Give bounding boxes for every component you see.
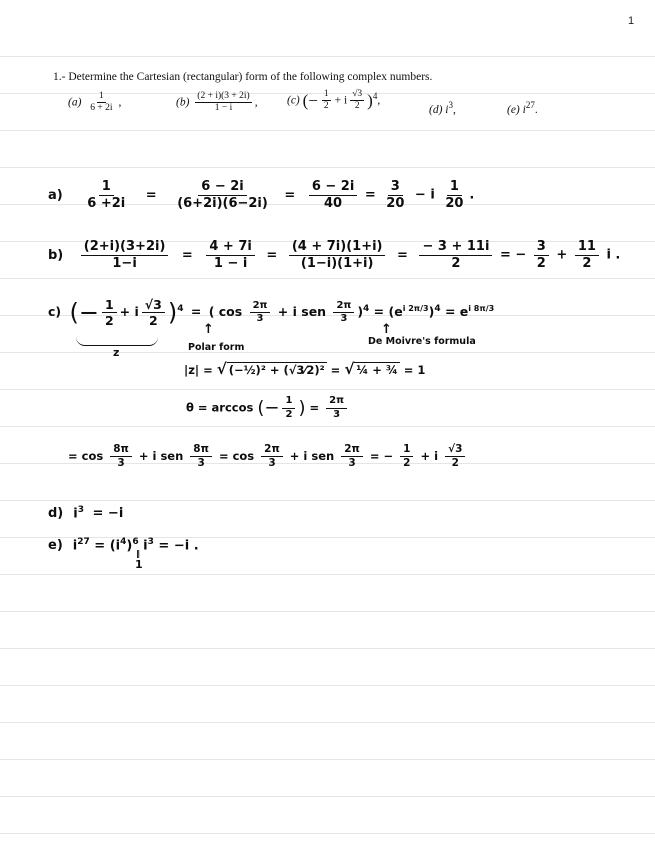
arrow-up-icon: ↑ <box>203 322 214 337</box>
problem-item-e: (e) $i^{27}$. <box>507 100 538 116</box>
problem-statement: 1.- Determine the Cartesian (rectangular) form of the following complex numbers. <box>53 71 433 83</box>
polar-form-note: Polar form <box>188 342 245 353</box>
solution-b: b) $\frac{(2+i)(3+2i)}{1-i}$ = $\frac{4 + 7i}{1 - i}$ = $\frac{(4 + 7i)(1+i)}{(1-i)(1+i)}$ = $\frac{- 3 + 11i}{2}$ = − $\frac{3}{2}$ + $\frac{11}{2}$ i . <box>48 239 621 271</box>
result-line: = cos $\frac{8\pi}{3}$ + i sen $\frac{8\pi}{3}$ = cos $\frac{2\pi}{3}$ + i sen $\frac{2\pi}{3}$ = − $\frac{1}{2}$ + i $\frac{√3}{2}$ <box>68 444 468 469</box>
solution-d: d) $i^3 = -i$ <box>48 505 124 522</box>
solution-a: a) $\frac{1}{6 +2i}$ = $\frac{6 - 2i}{(6+2i)(6-2i)}$ = $\frac{6 - 2i}{40}$ = $\frac{3}{20}$ − i $\frac{1}{20}$ . <box>48 179 475 211</box>
under-equals: ‖ <box>136 549 140 558</box>
angle-line: θ = arccos (− $\frac{1}{2}$ ) = $\frac{2\pi}{3}$ <box>186 396 350 420</box>
modulus-line: |z| = √ (−½)² + (√3⁄2)² = √ ¼ + ¾ = 1 <box>184 360 426 378</box>
underbrace <box>76 337 158 346</box>
problem-item-a: (a) $\frac{1}{6 + 2i}$ , <box>68 91 122 113</box>
solution-c: c) (− $\frac{1}{2}$ + i $\frac{√3}{2}$ )$^4$ = ( cos $\frac{2\pi}{3}$ + i sen $\frac{2\pi}{3}$ )$^4 = (e^{i 2\pi/3})^4 = e^{i 8\pi/3}$ <box>48 297 495 329</box>
arrow-up-icon: ↑ <box>381 322 392 337</box>
problem-item-b: (b) $\frac{(2 + i)(3 + 2i)}{1 - i}$ , <box>176 91 258 113</box>
problem-item-c: (c) (− $\frac{1}{2}$ + i $\frac{√3}{2}$ )$^4$, <box>287 89 381 111</box>
demoivre-note: De Moivre's formula <box>368 336 476 347</box>
page-number: 1 <box>628 15 635 27</box>
solution-e: e) $i^{27} = (i^4)^6$ $i^3 = -i$ . <box>48 537 199 554</box>
under-one: 1 <box>135 558 143 571</box>
problem-item-d: (d) $i^3$, <box>429 100 456 116</box>
z-label: z <box>113 346 120 359</box>
